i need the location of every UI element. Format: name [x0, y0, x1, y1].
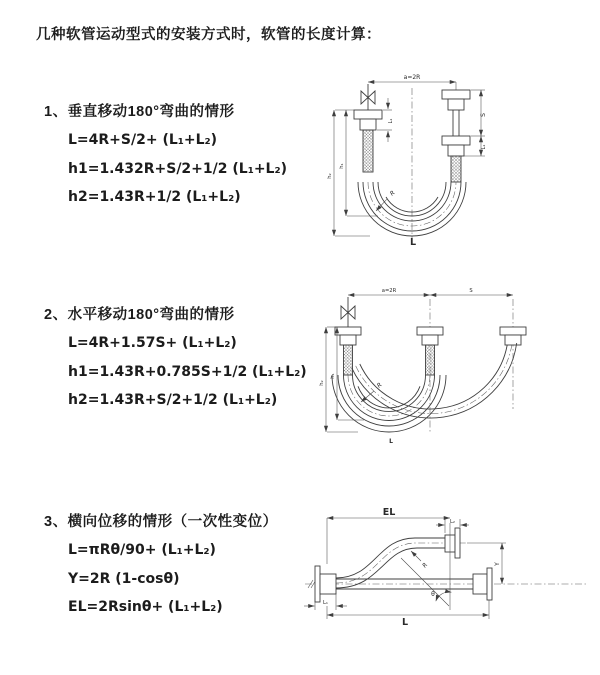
- dimension-l1-left: [377, 98, 394, 142]
- dim-label-h1: h₁: [330, 373, 336, 379]
- hose-bend-arcs-original: [332, 375, 446, 432]
- dim-label-h2: h₂: [327, 173, 333, 179]
- dim-label-el: EL: [382, 507, 396, 518]
- dimension-l1: [304, 593, 347, 610]
- diagram-horizontal-180-bend: [306, 281, 598, 461]
- section-1-heading: 1、垂直移动180°弯曲的情形: [44, 104, 235, 120]
- section-2-heading: 2、水平移动180°弯曲的情形: [44, 307, 235, 323]
- left-hose-fitting: [354, 110, 382, 172]
- formula-h1: h1=1.432R+S/2+1/2 (L₁+L₂): [68, 160, 288, 177]
- dim-label-s: S: [480, 113, 487, 117]
- dimension-a2r: [348, 288, 430, 295]
- dim-label-a2r: a=2R: [403, 74, 421, 81]
- radius-label: R: [375, 381, 384, 390]
- dim-label-l1: L₁: [388, 118, 394, 124]
- diagram-lateral-displacement: [297, 498, 597, 663]
- length-label: L: [409, 237, 417, 248]
- formula-h2: h2=1.43R+S/2+1/2 (L₁+L₂): [68, 392, 278, 408]
- upper-right-flange: [445, 528, 460, 558]
- formula-h2: h2=1.43R+1/2 (L₁+L₂): [68, 189, 241, 205]
- right-hose-fitting: [442, 90, 470, 182]
- diagram-vertical-180-bend: [312, 64, 592, 264]
- left-hose-fitting: [335, 327, 361, 375]
- section-3-heading: 3、横向位移的情形（一次性变位）: [44, 514, 278, 530]
- formula-L: L=πRθ/90+ (L₁+L₂): [68, 542, 216, 558]
- dimension-el: [327, 507, 450, 564]
- dim-label-l: L: [401, 617, 409, 628]
- length-label: L: [389, 438, 393, 445]
- dimension-l1-right: [481, 136, 487, 156]
- dim-label-h1: h₁: [339, 163, 345, 169]
- dimension-l: [327, 600, 489, 628]
- section-horizontal-180: [44, 303, 312, 421]
- formula-L: L=4R+S/2+ (L₁+L₂): [68, 132, 218, 148]
- right-hose-fitting: [500, 327, 526, 345]
- middle-hose-fitting: [417, 327, 443, 375]
- dim-label-s: S: [469, 288, 473, 294]
- radius-leader: [376, 189, 396, 211]
- radius-label: R: [421, 561, 430, 570]
- dimension-l2: [436, 519, 469, 533]
- dim-label-l2: L₂: [450, 519, 455, 525]
- formula-L: L=4R+1.57S+ (L₁+L₂): [68, 335, 237, 351]
- formula-Y: Y=2R (1-cosθ): [68, 570, 180, 587]
- formula-h1: h1=1.43R+0.785S+1/2 (L₁+L₂): [68, 363, 307, 380]
- dimension-s: [430, 288, 513, 295]
- radius-leader: [411, 551, 429, 569]
- dim-label-h2: h₂: [319, 380, 325, 386]
- radius-label: R: [388, 189, 397, 198]
- dim-label-l1: L₁: [323, 600, 328, 606]
- formula-EL: EL=2Rsinθ+ (L₁+L₂): [68, 599, 223, 615]
- section-vertical-180: [44, 100, 312, 218]
- radius-leader: [361, 381, 383, 402]
- left-flange: [315, 566, 336, 602]
- right-flange: [473, 568, 492, 600]
- dim-label-a2r: a=2R: [381, 288, 397, 294]
- dim-label-y: Y: [494, 562, 501, 566]
- theta-label: θ: [431, 591, 435, 598]
- page-title: 几种软管运动型式的安装方式时，软管的长度计算：: [36, 27, 381, 43]
- dimension-a2r: [368, 74, 456, 90]
- section-lateral-displacement: [44, 510, 312, 628]
- dim-label-l1: L₁: [481, 144, 487, 150]
